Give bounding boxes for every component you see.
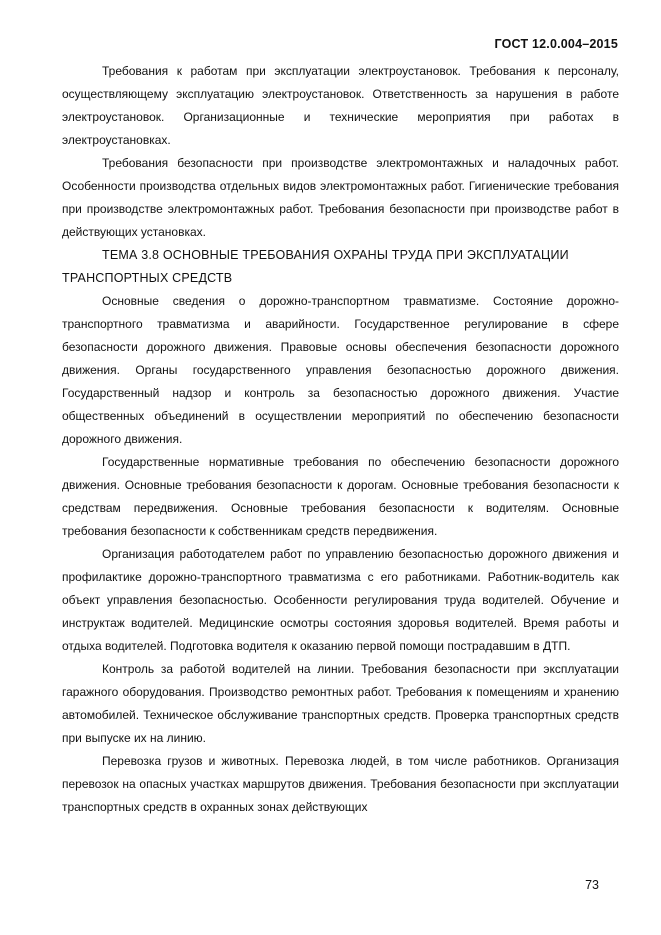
paragraph: Требования к работам при эксплуатации электроустановок. Требования к персоналу, осуществляющему эксплуатацию электроустановок. Ответственность за нарушения в работе электроустановок. Организационные и технические мероприятия при работах в электроустановках. [62, 64, 619, 147]
paragraph: Требования безопасности при производстве электромонтажных и наладочных работ. Особенности производства отдельных видов электромонтажных работ. Гигиенические требования при производстве электромонтажных работ. Требования безопасности при производстве работ в действующих установках. [62, 156, 619, 239]
paragraph: Организация работодателем работ по управлению безопасностью дорожного движения и профилактике дорожно-транспортного травматизма с его работниками. Работник-водитель как объект управления безопасностью. Особенности регулирования труда водителей. Обучение и инструктаж водителей. Медицинские осмотры состояния здоровья водителей. Время работы и отдыха водителей. Подготовка водителя к оказанию первой помощи пострадавшим в ДТП. [62, 547, 619, 653]
paragraph: Государственные нормативные требования по обеспечению безопасности дорожного движения. Основные требования безопасности к дорогам. Основные требования безопасности к средствам передвижения. Основные требования безопасности к водителям. Основные требования безопасности к собственникам средств передвижения. [62, 455, 619, 538]
document-code: ГОСТ 12.0.004–2015 [494, 37, 618, 51]
paragraph: Основные сведения о дорожно-транспортном травматизме. Состояние дорожно-транспортного травматизма и аварийности. Государственное регулирование в сфере безопасности дорожного движения. Правовые основы обеспечения безопасности дорожного движения. Органы государственного управления безопасностью дорожного движения. Государственный надзор и контроль за безопасностью дорожного движения. Участие общественных объединений в осуществлении мероприятий по обеспечению безопасности дорожного движения. [62, 294, 619, 446]
page-number: 73 [585, 878, 599, 892]
paragraph: Контроль за работой водителей на линии. Требования безопасности при эксплуатации гаражного оборудования. Производство ремонтных работ. Требования к помещениям и хранению автомобилей. Техническое обслуживание транспортных средств. Проверка транспортных средств при выпуске их на линию. [62, 662, 619, 745]
paragraph: Перевозка грузов и животных. Перевозка людей, в том числе работников. Организация перевозок на опасных участках маршрутов движения. Требования безопасности при эксплуатации транспортных средств в охранных зонах действующих [62, 754, 619, 814]
page-body [62, 60, 619, 819]
section-heading: ТЕМА 3.8 ОСНОВНЫЕ ТРЕБОВАНИЯ ОХРАНЫ ТРУДА ПРИ ЭКСПЛУАТАЦИИ ТРАНСПОРТНЫХ СРЕДСТВ [62, 248, 569, 285]
